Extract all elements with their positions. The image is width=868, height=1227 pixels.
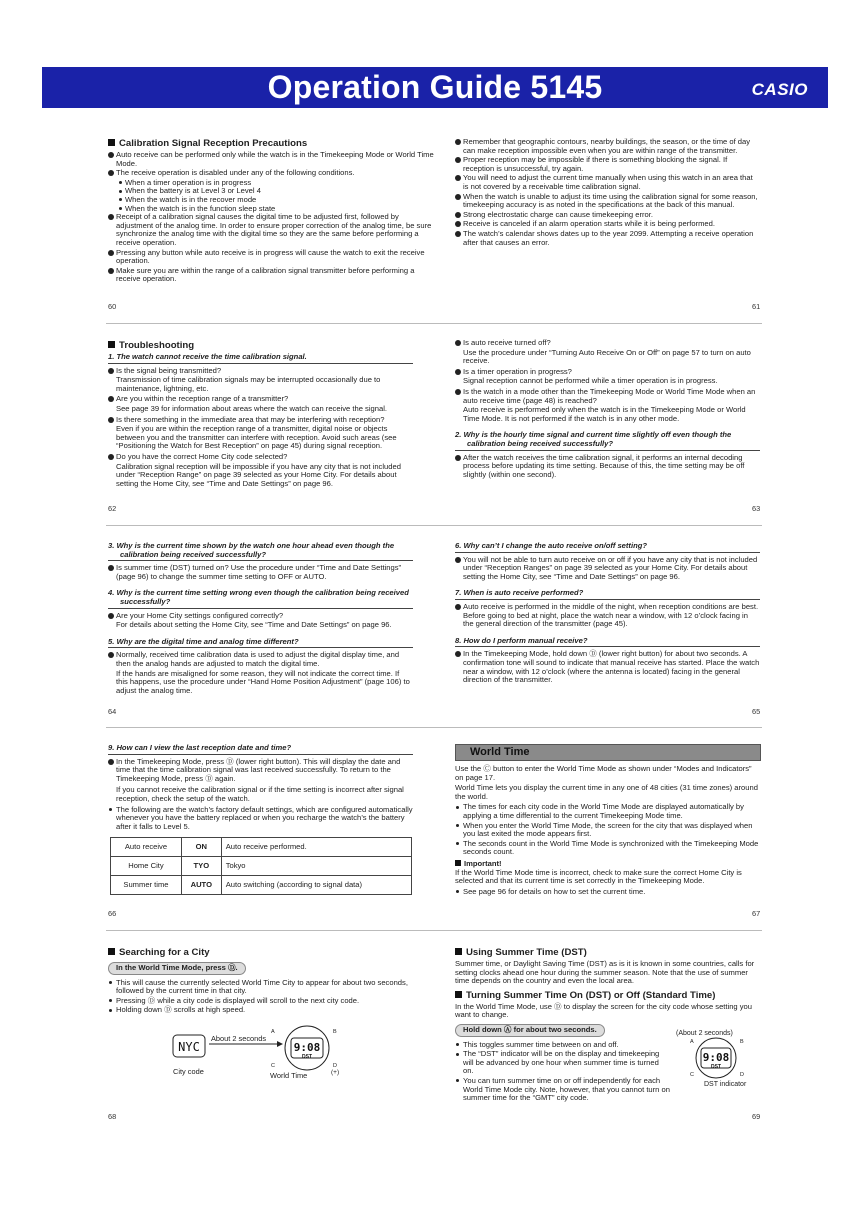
bullet: Is a timer operation in progress? — [455, 368, 760, 377]
section-heading: Troubleshooting — [108, 340, 413, 351]
bullet: The watch’s calendar shows dates up to the year 2099. Attempting a receive operation after that causes an error. — [455, 230, 760, 247]
question-heading: 1. The watch cannot receive the time calibration signal. — [108, 353, 413, 364]
page-60 — [108, 138, 438, 285]
page-number: 64 — [108, 707, 117, 716]
page-header — [42, 67, 828, 108]
page-number: 62 — [108, 504, 117, 513]
page-separator — [106, 323, 762, 324]
duration-caption: (About 2 seconds) — [676, 1030, 733, 1037]
button-a-label: A — [690, 1039, 694, 1045]
bullet: Normally, received time calibration data is used to adjust the digital display time, and then the analog hands are adjusted to match the digital time. — [108, 651, 413, 668]
bullet: When the watch is unable to adjust its time using the calibration signal for some reason, timekeeping accuracy is as noted in the specifications at the back of this manual. — [455, 193, 760, 210]
guide-title: Operation Guide 5145 — [267, 69, 603, 105]
question-heading: 9. How can I view the last reception date and time? — [108, 744, 413, 755]
bullet: Is the watch in a mode other than the Timekeeping Mode or World Time Mode when an auto receive time (page 48) is reached? — [455, 388, 760, 405]
world-time-caption: World Time — [270, 1071, 308, 1080]
question-heading: 2. Why is the hourly time signal and current time slightly off even though the calibration being received successfully? — [455, 431, 760, 450]
button-b-label: B — [333, 1029, 337, 1035]
bullet: Make sure you are within the range of a calibration signal transmitter before performing a receive operation. — [108, 267, 438, 284]
section-heading: Searching for a City — [108, 947, 413, 958]
page-number: 66 — [108, 909, 117, 918]
intro-text: World Time lets you display the current time in any one of 48 cities (31 time zones) around the world. — [455, 783, 758, 801]
dst-steps — [455, 1022, 670, 1103]
dot-item: The times for each city code in the World Time Mode are displayed automatically by applying a time differential to the current Timekeeping Mode time. — [455, 803, 761, 820]
default-settings-table — [110, 837, 412, 895]
button-c-label: C — [271, 1063, 275, 1069]
intro-text: Summer time, or Daylight Saving Time (DST) as is it is known in some countries, calls for setting clocks ahead one hour during the summer season. Note that the use of summer time depends on the country and even the local area. — [455, 959, 755, 986]
dot-item: The seconds count in the World Time Mode is synchronized with the Timekeeping Mode seconds count. — [455, 840, 761, 857]
instruction-pill: In the World Time Mode, press Ⓓ. — [108, 962, 246, 975]
button-c-label: C — [690, 1072, 694, 1078]
button-b-label: B — [740, 1039, 744, 1045]
sub-bullet: When a timer operation is in progress — [108, 179, 438, 188]
dot-item: Pressing Ⓓ while a city code is displayed will scroll to the next city code. — [108, 997, 413, 1006]
button-d-label: D — [333, 1063, 337, 1069]
question-heading: 4. Why is the current time setting wrong even though the calibration being received successfully? — [108, 589, 413, 608]
page-separator — [106, 727, 762, 728]
page-61 — [455, 138, 760, 248]
intro-text: Use the Ⓒ button to enter the World Time Mode as shown under “Modes and Indicators” on page 17. — [455, 764, 752, 782]
page-number: 69 — [752, 1112, 761, 1121]
page-65 — [455, 537, 760, 686]
world-time-banner: World Time — [455, 744, 761, 761]
bullet: Auto receive is performed in the middle of the night, when reception conditions are best. Before going to bed at night, place the watch near a window, with 12 o’clock facing in the general direction of the transmitter (page 45). — [455, 603, 760, 629]
bullet: Is summer time (DST) turned on? Use the procedure under “Time and Date Settings” (page 96) to change the summer time setting to OFF or AUTO. — [108, 564, 413, 581]
bullet: In the Timekeeping Mode, hold down Ⓓ (lower right button) for about two seconds. A confirmation tone will sound to indicate that manual receive has started. Place the watch near a window, with 12 o’clock (where the antenna is located) facing in the general direction of the transmitter. — [455, 650, 760, 684]
bullet: The receive operation is disabled under any of the following conditions. — [108, 169, 438, 178]
note-text: If you cannot receive the calibration signal or if the time setting is incorrect after signal reception, check the setup of the watch. — [116, 785, 404, 803]
table-row — [111, 876, 412, 895]
dst-indicator-caption: DST indicator — [704, 1081, 747, 1088]
answer-text: Use the procedure under “Turning Auto Receive On or Off” on page 57 to turn on auto receive. — [463, 347, 751, 366]
arrow-label: About 2 seconds — [211, 1034, 267, 1043]
page-67 — [455, 744, 761, 897]
answer-text: See page 39 for information about areas where the watch can receive the signal. — [116, 403, 388, 413]
dot-item: You can turn summer time on or off independently for each World Time Mode city. Note, however, that you cannot turn on summer time for the “GMT” city code. — [455, 1077, 670, 1103]
dot-item: The “DST” indicator will be on the display and timekeeping will be advanced by one hour when summer time is turned on. — [455, 1050, 670, 1076]
page-number: 68 — [108, 1112, 117, 1121]
bullet: Is the signal being transmitted? — [108, 367, 413, 376]
bullet: You will need to adjust the current time manually when using this watch in an area that is not covered by a receivable time calibration signal. — [455, 174, 760, 191]
table-cell: Auto receive — [111, 838, 182, 857]
table-cell: ON — [181, 838, 221, 857]
table-row — [111, 857, 412, 876]
bullet: Do you have the correct Home City code selected? — [108, 453, 413, 462]
arrow-head-icon — [277, 1041, 283, 1047]
page-number: 61 — [752, 302, 761, 311]
page-64 — [108, 537, 413, 697]
table-row — [111, 838, 412, 857]
answer-text: For details about setting the Home City, see “Time and Date Settings” on page 96. — [116, 620, 392, 630]
button-a-label: A — [271, 1029, 275, 1035]
table-cell: Home City — [111, 857, 182, 876]
section-heading: Using Summer Time (DST) — [455, 947, 761, 958]
question-heading: 3. Why is the current time shown by the watch one hour ahead even though the calibration being received successfully? — [108, 542, 413, 561]
sub-bullet: When the watch is in the recover mode — [108, 196, 438, 205]
answer-text: Signal reception cannot be performed while a timer operation is in progress. — [463, 376, 718, 386]
dot-item: The following are the watch’s factory default settings, which are configured automatically whenever you have the battery replaced or when you recharge the watch’s the battery after it falls to Level 5. — [108, 806, 413, 832]
table-cell: Auto receive performed. — [221, 838, 411, 857]
button-d-label: D — [740, 1072, 744, 1078]
plus-label: (+) — [331, 1069, 340, 1076]
page-number: 65 — [752, 707, 761, 716]
dot-item: When you enter the World Time Mode, the screen for the city that was displayed when you last exited the mode appears first. — [455, 822, 761, 839]
table-cell: Tokyo — [221, 857, 411, 876]
answer-text: Even if you are within the reception range of a transmitter, digital noise or objects between you and the transmitter can interfere with reception. Avoid such areas (see “Positioning the Watch for Best Reception” on page 45) during signal reception. — [116, 424, 397, 451]
lcd-time: 9:08 — [293, 1041, 321, 1054]
page-number: 60 — [108, 302, 117, 311]
dot-item: This toggles summer time between on and off. — [455, 1041, 670, 1050]
table-cell: Auto switching (according to signal data) — [221, 876, 411, 895]
page-62 — [108, 340, 413, 490]
instruction-text: In the World Time Mode, use Ⓓ to display the screen for the city code whose setting you want to change. — [455, 1001, 753, 1020]
bullet: Receive is canceled if an alarm operation starts while it is being performed. — [455, 220, 760, 229]
important-text: If the World Time Mode time is incorrect, check to make sure the correct Home City is selected and that its current time is set correctly in the Timekeeping Mode. — [455, 867, 742, 886]
answer-text: Calibration signal reception will be impossible if you have any city that is not included under “Reception Range” on page 39 selected as your Home City. For details about setting the Home City, see “Time and Date Settings” on page 96. — [116, 461, 401, 488]
dot-item: This will cause the currently selected World Time City to appear for about two seconds, followed by the current time in that city. — [108, 979, 413, 996]
page-separator — [106, 930, 762, 931]
bullet: Is auto receive turned off? — [455, 339, 760, 348]
table-cell: TYO — [181, 857, 221, 876]
page-63 — [455, 339, 760, 480]
lcd-time: 9:08 — [702, 1051, 730, 1064]
dot-item: Holding down Ⓓ scrolls at high speed. — [108, 1006, 413, 1015]
page-66 — [108, 739, 413, 895]
instruction-pill: Hold down Ⓐ for about two seconds. — [455, 1024, 605, 1037]
question-heading: 8. How do I perform manual receive? — [455, 637, 760, 648]
page-separator — [106, 525, 762, 526]
section-heading: Calibration Signal Reception Precautions — [108, 138, 438, 149]
dot-item: See page 96 for details on how to set the current time. — [455, 888, 761, 897]
bullet: After the watch receives the time calibration signal, it performs an internal decoding process before updating its time setting. Because of this, the time setting may be off slightly (within one second). — [455, 454, 760, 480]
answer-text: Auto receive is performed only when the watch is in the Timekeeping Mode or World Time Mode. It is not performed if the watch is in any other mode. — [463, 405, 746, 423]
dst-indicator: DST — [302, 1054, 312, 1060]
question-heading: 7. When is auto receive performed? — [455, 589, 760, 600]
bullet: Proper reception may be impossible if there is something blocking the signal. If reception is unsuccessful, try again. — [455, 156, 760, 173]
bullet: In the Timekeeping Mode, press Ⓓ (lower right button). This will display the date and time that the time calibration signal was last received successfully. To return to the Timekeeping Mode, press Ⓓ again. — [108, 758, 413, 784]
bullet: Are you within the reception range of a transmitter? — [108, 395, 413, 404]
section-heading: Turning Summer Time On (DST) or Off (Standard Time) — [455, 990, 761, 1001]
bullet: Receipt of a calibration signal causes the digital time to be adjusted first, followed by adjustment of the analog time. In order to ensure proper correction of the analog time, be sure synchronize the analog time with the digital time so they are the same before performing a receive operation. — [108, 213, 438, 247]
important-heading: Important! — [455, 860, 761, 869]
table-cell: Summer time — [111, 876, 182, 895]
question-heading: 5. Why are the digital time and analog time different? — [108, 638, 413, 649]
brand-logo: CASIO — [751, 80, 808, 99]
question-heading: 6. Why can’t I change the auto receive on/off setting? — [455, 542, 760, 553]
bullet: Is there something in the immediate area that may be interfering with reception? — [108, 416, 413, 425]
lcd-city-code: NYC — [178, 1040, 200, 1054]
page-68 — [108, 947, 413, 1016]
bullet: Are your Home City settings configured correctly? — [108, 612, 413, 621]
city-code-caption: City code — [173, 1067, 204, 1076]
table-cell: AUTO — [181, 876, 221, 895]
bullet: Pressing any button while auto receive is in progress will cause the watch to exit the receive operation. — [108, 249, 438, 266]
page-number: 63 — [752, 504, 761, 513]
answer-text: Transmission of time calibration signals may be interrupted occasionally due to maintenance, lightning, etc. — [116, 375, 381, 393]
sub-bullet: When the battery is at Level 3 or Level 4 — [108, 187, 438, 196]
dst-indicator: DST — [711, 1064, 721, 1070]
bullet: You will not be able to turn auto receive on or off if you have any city that is not included under “Reception Ranges” on page 39 selected as your Home City. For details about setting the Home City, see “Time and Date Settings” on page 96. — [455, 556, 760, 582]
bullet: Auto receive can be performed only while the watch is in the Timekeeping Mode or World Time Mode. — [108, 151, 438, 168]
bullet: Remember that geographic contours, nearby buildings, the season, or the time of day can make reception impossible even when you are within range of the transmitter. — [455, 138, 760, 155]
dst-figure — [670, 1026, 766, 1090]
city-search-figure — [165, 1024, 355, 1082]
page-number: 67 — [752, 909, 761, 918]
answer-text: If the hands are misaligned for some reason, they will not indicate the correct time. If this happens, use the procedure under “Hand Home Position Adjustment” (page 106) to adjust the analog time. — [116, 668, 410, 695]
sub-bullet: When the watch is in the function sleep state — [108, 205, 438, 214]
bullet: Strong electrostatic charge can cause timekeeping error. — [455, 211, 760, 220]
